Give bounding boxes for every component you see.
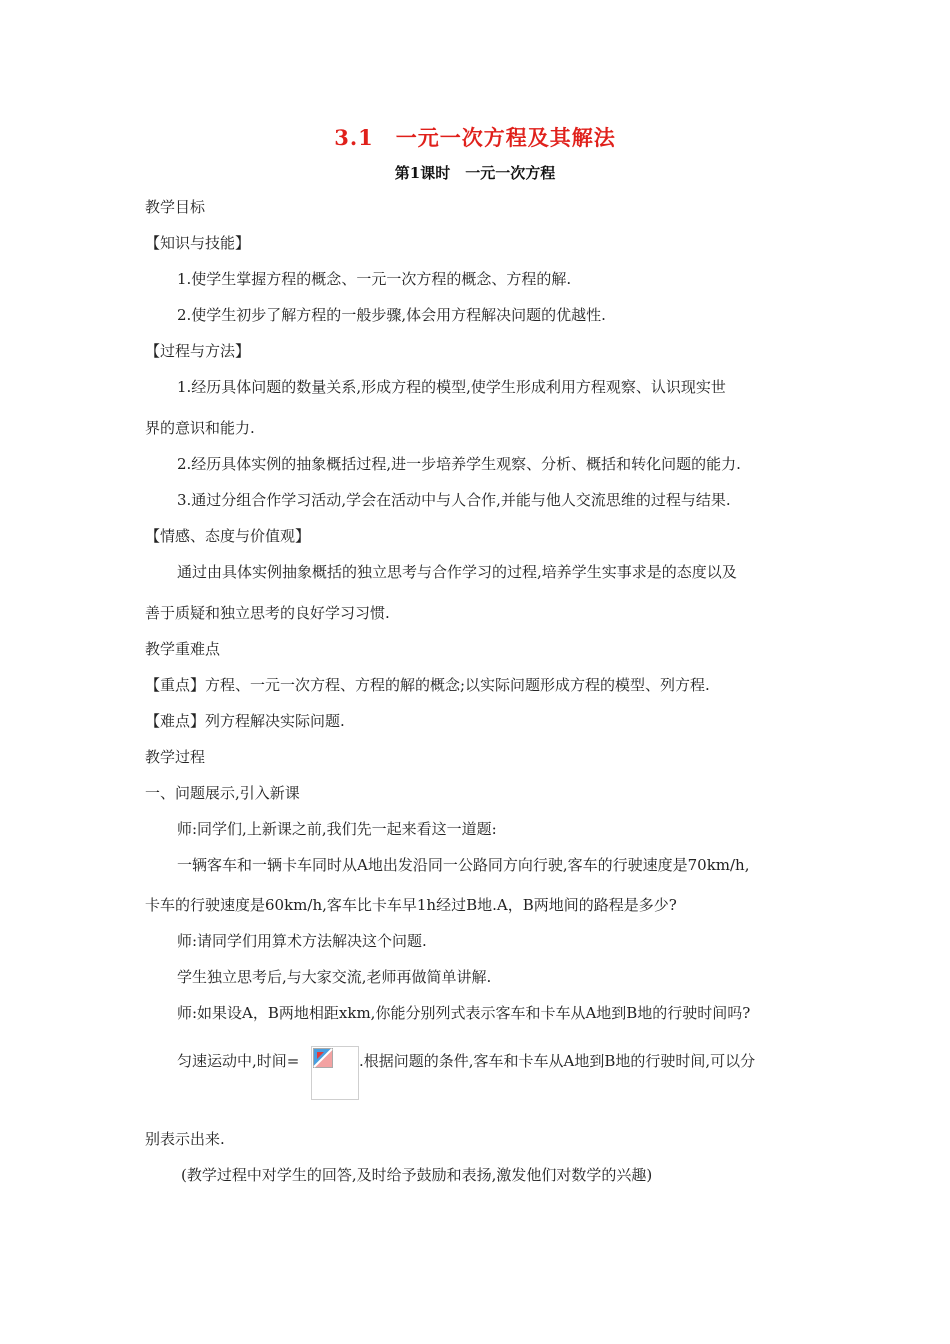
paragraph: 1.经历具体问题的数量关系,形成方程的模型,使学生形成利用方程观察、认识现实世: [177, 378, 726, 396]
paragraph: 师:请同学们用算术方法解决这个问题.: [177, 932, 427, 950]
paragraph-formula-suffix: .根据问题的条件,客车和卡车从A地到B地的行驶时间,可以分: [359, 1052, 756, 1070]
paragraph: 2.经历具体实例的抽象概括过程,进一步培养学生观察、分析、概括和转化问题的能力.: [177, 455, 741, 473]
paragraph: 界的意识和能力.: [145, 419, 255, 437]
paragraph: 善于质疑和独立思考的良好学习习惯.: [145, 604, 390, 622]
section-heading-process: 教学过程: [145, 748, 206, 766]
subsection-knowledge: 【知识与技能】: [145, 234, 251, 252]
formula-image: [311, 1046, 359, 1100]
broken-image-icon: [313, 1048, 333, 1068]
paragraph-difficulty: 【难点】列方程解决实际问题.: [145, 712, 345, 730]
paragraph: 学生独立思考后,与大家交流,老师再做简单讲解.: [177, 968, 492, 986]
paragraph: 别表示出来.: [145, 1130, 225, 1148]
paragraph: 1.使学生掌握方程的概念、一元一次方程的概念、方程的解.: [177, 270, 572, 288]
subsection-attitude: 【情感、态度与价值观】: [145, 527, 311, 545]
paragraph: 2.使学生初步了解方程的一般步骤,体会用方程解决问题的优越性.: [177, 306, 606, 324]
section-heading-key-points: 教学重难点: [145, 640, 221, 658]
paragraph-problem: 一辆客车和一辆卡车同时从A地出发沿同一公路同方向行驶,客车的行驶速度是70km/h,: [177, 856, 750, 874]
subsection-process: 【过程与方法】: [145, 342, 251, 360]
paragraph-problem: 卡车的行驶速度是60km/h,客车比卡车早1h经过B地.A，B两地间的路程是多少?: [145, 896, 677, 914]
paragraph-formula-prefix: 匀速运动中,时间=: [177, 1052, 300, 1070]
paragraph: 师:如果设A，B两地相距xkm,你能分别列式表示客车和卡车从A地到B地的行驶时间吗?: [177, 1004, 751, 1022]
document-subtitle: 第1课时 一元一次方程: [394, 164, 556, 182]
subsection-intro: 一、问题展示,引入新课: [145, 784, 300, 802]
section-heading-objectives: 教学目标: [145, 198, 206, 216]
paragraph-note: (教学过程中对学生的回答,及时给予鼓励和表扬,激发他们对数学的兴趣): [181, 1166, 653, 1184]
paragraph: 通过由具体实例抽象概括的独立思考与合作学习的过程,培养学生实事求是的态度以及: [177, 563, 737, 581]
document-title: 3.1 一元一次方程及其解法: [334, 125, 616, 150]
paragraph: 3.通过分组合作学习活动,学会在活动中与人合作,并能与他人交流思维的过程与结果.: [177, 491, 731, 509]
paragraph-key-point: 【重点】方程、一元一次方程、方程的解的概念;以实际问题形成方程的模型、列方程.: [145, 676, 710, 694]
paragraph: 师:同学们,上新课之前,我们先一起来看这一道题:: [177, 820, 497, 838]
